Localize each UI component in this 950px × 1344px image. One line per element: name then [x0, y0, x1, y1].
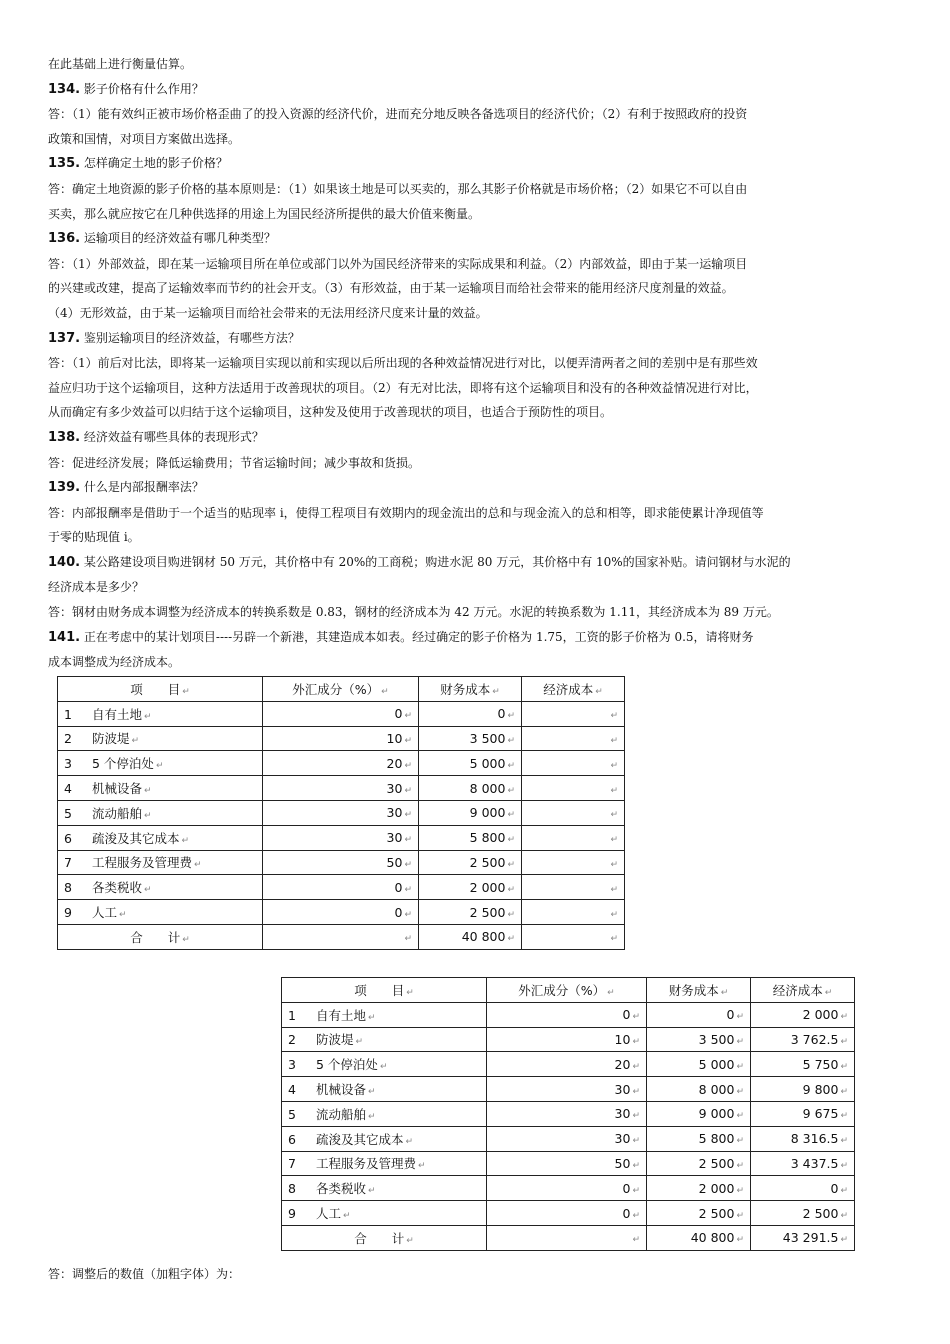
economic-cost-cell: ↵	[522, 924, 625, 949]
answer-line: （4）无形效益，由于某一运输项目而给社会带来的无法用经济尺度来计量的效益。	[48, 305, 488, 320]
question-138	[48, 425, 910, 451]
fx-cell: 10 ↵	[263, 726, 419, 751]
economic-cost-cell: ↵	[522, 751, 625, 776]
question-text: 运输项目的经济效益有哪几种类型？	[83, 231, 276, 246]
economic-cost-cell: ↵	[522, 776, 625, 801]
economic-cost-cell: ↵	[522, 800, 625, 825]
fx-cell: 0 ↵	[263, 701, 419, 726]
total-label-cell: 合 计 ↵	[282, 1225, 487, 1250]
item-cell: 7 工程服务及管理费 ↵	[282, 1151, 487, 1176]
question-text: 鉴别运输项目的经济效益，有哪些方法？	[83, 330, 300, 345]
item-cell: 6 疏浚及其它成本 ↵	[282, 1126, 487, 1151]
table-row	[58, 800, 625, 825]
financial-cost-cell: 3 500 ↵	[647, 1027, 751, 1052]
item-cell: 1 自有土地 ↵	[282, 1002, 487, 1027]
fx-cell: 50 ↵	[487, 1151, 647, 1176]
fx-cell: 30 ↵	[487, 1126, 647, 1151]
fx-cell: 20 ↵	[263, 751, 419, 776]
financial-cost-cell: 8 000 ↵	[647, 1077, 751, 1102]
question-number: 138.	[48, 429, 81, 445]
document-body	[48, 52, 910, 675]
header-economic-cost: 经济成本 ↵	[751, 978, 855, 1003]
answer-line: 答：钢材由财务成本调整为经济成本的转换系数是 0.83，钢材的经济成本为 42 万元。水泥的转换系数为 1.11，其经济成本为 89 万元。	[48, 605, 779, 620]
question-line: 经济成本是多少？	[48, 580, 145, 595]
question-text: 什么是内部报酬率法？	[83, 480, 204, 495]
financial-cost-cell: 40 800 ↵	[419, 924, 522, 949]
fx-cell: 30 ↵	[263, 800, 419, 825]
item-cell: 5 流动船舶 ↵	[58, 800, 263, 825]
financial-cost-cell: 0 ↵	[419, 701, 522, 726]
item-cell: 2 防波堤 ↵	[282, 1027, 487, 1052]
question-number: 137.	[48, 330, 81, 346]
table-row	[282, 1201, 855, 1226]
economic-cost-cell: 43 291.5 ↵	[751, 1225, 855, 1250]
answer-line: 答：内部报酬率是借助于一个适当的贴现率 i，使得工程项目有效期内的现金流出的总和与现金流入的总和相等，即求能使累计净现值等	[48, 505, 764, 520]
header-fx: 外汇成分（%） ↵	[263, 677, 419, 702]
table-row	[282, 1101, 855, 1126]
question-text: 正在考虑中的某计划项目----另辟一个新港，其建造成本如表。经过确定的影子价格为 1.75，工资的影子价格为 0.5，请将财务	[83, 629, 754, 644]
economic-cost-cell: 2 000 ↵	[751, 1002, 855, 1027]
table-row	[282, 1126, 855, 1151]
table-row	[58, 875, 625, 900]
fx-cell: ↵	[487, 1225, 647, 1250]
fx-cell: 20 ↵	[487, 1052, 647, 1077]
economic-cost-cell: 3 762.5 ↵	[751, 1027, 855, 1052]
header-financial-cost: 财务成本 ↵	[419, 677, 522, 702]
answer-line: 答：确定土地资源的影子价格的基本原则是：（1）如果该土地是可以买卖的，那么其影子价格就是市场价格；（2）如果它不可以自由	[48, 181, 748, 196]
item-cell: 6 疏浚及其它成本 ↵	[58, 825, 263, 850]
economic-cost-cell: ↵	[522, 875, 625, 900]
answer-line: 的兴建或改建，提高了运输效率而节约的社会开支。（3）有形效益，由于某一运输项目而给社会带来的能用经济尺度剂量的效益。	[48, 281, 734, 296]
item-cell: 2 防波堤 ↵	[58, 726, 263, 751]
financial-cost-cell: 2 500 ↵	[419, 900, 522, 925]
table-row	[282, 1077, 855, 1102]
table-row	[58, 726, 625, 751]
fx-cell: 10 ↵	[487, 1027, 647, 1052]
table-row	[58, 825, 625, 850]
fx-cell: 0 ↵	[263, 875, 419, 900]
total-row	[58, 924, 625, 949]
final-answer-line: 答：调整后的数值（加粗字体）为：	[48, 1267, 241, 1281]
fx-cell: 0 ↵	[487, 1002, 647, 1027]
fx-cell: ↵	[263, 924, 419, 949]
answer-line: 答：（1）外部效益，即在某一运输项目所在单位或部门以外为国民经济带来的实际成果和利益。（2）内部效益，即由于某一运输项目	[48, 256, 748, 271]
question-line: 成本调整成为经济成本。	[48, 655, 181, 670]
economic-cost-cell: 5 750 ↵	[751, 1052, 855, 1077]
item-cell: 9 人工 ↵	[58, 900, 263, 925]
financial-cost-cell: 5 800 ↵	[419, 825, 522, 850]
question-number: 134.	[48, 81, 81, 97]
economic-cost-cell: 9 800 ↵	[751, 1077, 855, 1102]
question-number: 139.	[48, 480, 81, 496]
item-cell: 4 机械设备 ↵	[282, 1077, 487, 1102]
header-financial-cost: 财务成本 ↵	[647, 978, 751, 1003]
fx-cell: 0 ↵	[263, 900, 419, 925]
financial-cost-cell: 40 800 ↵	[647, 1225, 751, 1250]
economic-cost-cell: 3 437.5 ↵	[751, 1151, 855, 1176]
question-139	[48, 475, 910, 501]
financial-cost-cell: 5 000 ↵	[647, 1052, 751, 1077]
answer-line: 政策和国情，对项目方案做出选择。	[48, 131, 241, 146]
financial-cost-cell: 0 ↵	[647, 1002, 751, 1027]
cost-table-original	[57, 676, 625, 950]
table-row	[282, 1002, 855, 1027]
fx-cell: 50 ↵	[263, 850, 419, 875]
answer-line: 于零的贴现值 i。	[48, 530, 140, 545]
answer-line: 答：（1）能有效纠正被市场价格歪曲了的投入资源的经济代价，进而充分地反映各备选项目的经济代价；（2）有利于按照政府的投资	[48, 107, 748, 122]
financial-cost-cell: 5 000 ↵	[419, 751, 522, 776]
table-row	[58, 776, 625, 801]
question-137	[48, 326, 910, 352]
financial-cost-cell: 8 000 ↵	[419, 776, 522, 801]
table-row	[282, 1027, 855, 1052]
table-row	[58, 701, 625, 726]
financial-cost-cell: 9 000 ↵	[419, 800, 522, 825]
question-text: 某公路建设项目购进钢材 50 万元，其价格中有 20%的工商税；购进水泥 80 万元，其价格中有 10%的国家补贴。请问钢材与水泥的	[83, 554, 791, 569]
answer-line: 从而确定有多少效益可以归结于这个运输项目，这种发及使用于改善现状的项目，也适合于预防性的项目。	[48, 405, 613, 420]
table-body	[282, 1002, 855, 1250]
table-row	[282, 1176, 855, 1201]
financial-cost-cell: 2 000 ↵	[647, 1176, 751, 1201]
economic-cost-cell: ↵	[522, 726, 625, 751]
question-text: 影子价格有什么作用？	[83, 81, 204, 96]
question-140	[48, 550, 910, 576]
answer-line: 答：促进经济发展；降低运输费用；节省运输时间；减少事故和货损。	[48, 455, 421, 470]
question-136	[48, 226, 910, 252]
item-cell: 5 流动船舶 ↵	[282, 1101, 487, 1126]
fx-cell: 30 ↵	[487, 1077, 647, 1102]
header-item: 项 目 ↵	[282, 978, 487, 1003]
header-fx: 外汇成分（%） ↵	[487, 978, 647, 1003]
table-row	[58, 751, 625, 776]
fx-cell: 30 ↵	[263, 776, 419, 801]
answer-line: 益应归功于这个运输项目，这种方法适用于改善现状的项目。（2）有无对比法，即将有这个运输项目和没有的各种效益情况进行对比，	[48, 380, 758, 395]
table-row	[58, 900, 625, 925]
item-cell: 8 各类税收 ↵	[282, 1176, 487, 1201]
item-cell: 7 工程服务及管理费 ↵	[58, 850, 263, 875]
fx-cell: 30 ↵	[487, 1101, 647, 1126]
economic-cost-cell: ↵	[522, 900, 625, 925]
table-row	[282, 1151, 855, 1176]
item-cell: 9 人工 ↵	[282, 1201, 487, 1226]
table-row	[282, 1052, 855, 1077]
economic-cost-cell: ↵	[522, 825, 625, 850]
financial-cost-cell: 2 000 ↵	[419, 875, 522, 900]
item-cell: 3 5 个停泊处 ↵	[282, 1052, 487, 1077]
question-number: 140.	[48, 554, 81, 570]
economic-cost-cell: 0 ↵	[751, 1176, 855, 1201]
economic-cost-cell: 8 316.5 ↵	[751, 1126, 855, 1151]
table-row	[58, 850, 625, 875]
total-label-cell: 合 计 ↵	[58, 924, 263, 949]
header-item: 项 目 ↵	[58, 677, 263, 702]
item-cell: 4 机械设备 ↵	[58, 776, 263, 801]
financial-cost-cell: 2 500 ↵	[647, 1201, 751, 1226]
economic-cost-cell: ↵	[522, 850, 625, 875]
item-cell: 1 自有土地 ↵	[58, 701, 263, 726]
fx-cell: 0 ↵	[487, 1176, 647, 1201]
financial-cost-cell: 5 800 ↵	[647, 1126, 751, 1151]
table-header-row	[58, 677, 625, 702]
fx-cell: 30 ↵	[263, 825, 419, 850]
question-135	[48, 151, 910, 177]
financial-cost-cell: 2 500 ↵	[647, 1151, 751, 1176]
table-body	[58, 701, 625, 949]
cost-table-adjusted	[281, 977, 855, 1251]
answer-line: 买卖，那么就应按它在几种供选择的用途上为国民经济所提供的最大价值来衡量。	[48, 206, 481, 221]
fx-cell: 0 ↵	[487, 1201, 647, 1226]
text-line: 在此基础上进行衡量估算。	[48, 57, 193, 71]
question-134	[48, 77, 910, 103]
item-cell: 8 各类税收 ↵	[58, 875, 263, 900]
table-header-row	[282, 978, 855, 1003]
item-cell: 3 5 个停泊处 ↵	[58, 751, 263, 776]
question-number: 141.	[48, 629, 81, 645]
question-text: 经济效益有哪些具体的表现形式？	[83, 429, 264, 444]
economic-cost-cell: 9 675 ↵	[751, 1101, 855, 1126]
question-text: 怎样确定土地的影子价格？	[83, 156, 228, 171]
economic-cost-cell: 2 500 ↵	[751, 1201, 855, 1226]
question-number: 135.	[48, 156, 81, 172]
financial-cost-cell: 2 500 ↵	[419, 850, 522, 875]
header-economic-cost: 经济成本 ↵	[522, 677, 625, 702]
total-row	[282, 1225, 855, 1250]
question-141	[48, 625, 910, 651]
economic-cost-cell: ↵	[522, 701, 625, 726]
financial-cost-cell: 3 500 ↵	[419, 726, 522, 751]
question-number: 136.	[48, 231, 81, 247]
answer-line: 答：（1）前后对比法，即将某一运输项目实现以前和实现以后所出现的各种效益情况进行对比，以便弄清两者之间的差别中是有那些效	[48, 356, 758, 371]
financial-cost-cell: 9 000 ↵	[647, 1101, 751, 1126]
